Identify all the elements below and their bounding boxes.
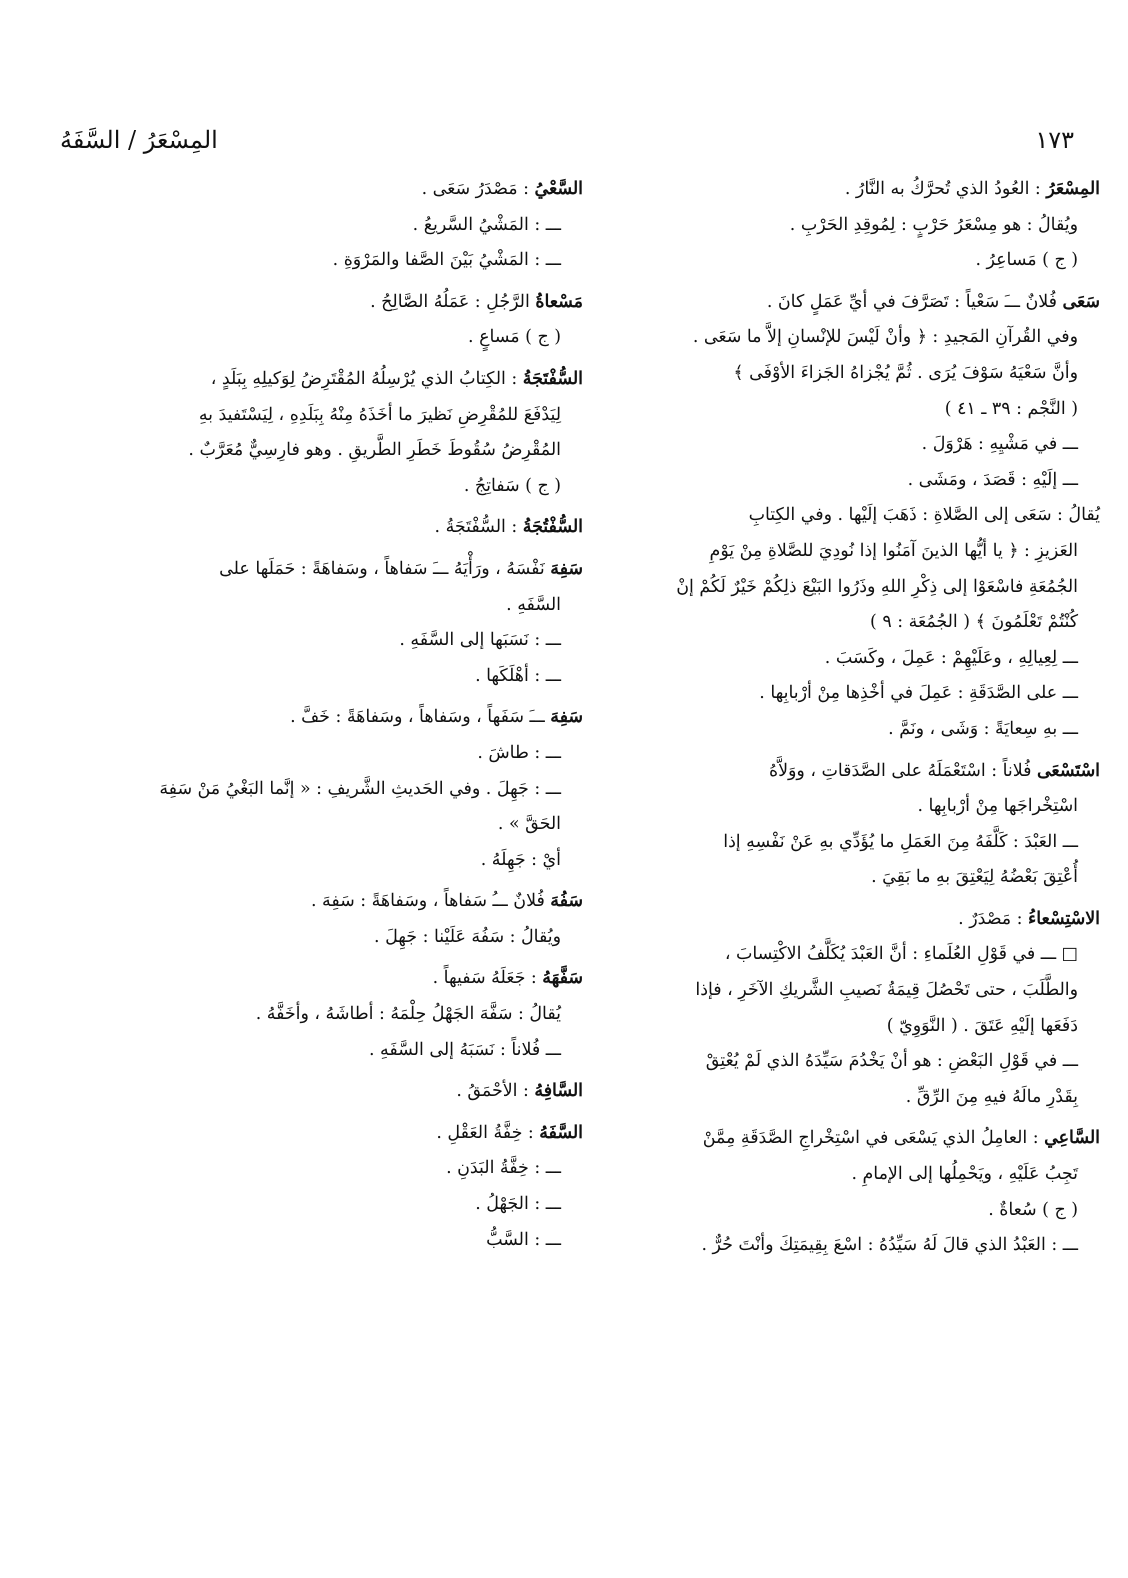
definition-text: : الأحْمَقُ . xyxy=(456,1081,535,1102)
entry-line xyxy=(38,1223,583,1259)
definition-text: الجُمُعَةِ فاسْعَوْا إلى ذِكْرِ اللهِ وذَرُوا البَيْعَ ذلِكُمْ خَيْرٌ لَكُمْ إنْ xyxy=(676,576,1078,597)
definition-text: □ ـــ في قَوْلِ العُلَماءِ : أنَّ العَبْدَ يُكَلَّفُ الاكْتِسابَ ، xyxy=(724,944,1078,965)
definition-text: وفي القُرآنِ المَجيدِ : ﴿ وأنْ لَيْسَ للإنْسانِ إلاَّ ما سَعَى . xyxy=(692,327,1078,348)
definition-text: : العُودُ الذي تُحرَّكُ به النَّارُ . xyxy=(844,179,1047,199)
definition-text: فُلانٌ ـــُ سَفاهاً ، وسَفاهَةً : سَفِهَ . xyxy=(310,891,551,912)
definition-text: ( ج ) سُعاةٌ . xyxy=(988,1199,1078,1220)
dictionary-entry xyxy=(38,362,583,504)
definition-text: ـــ إلَيْهِ : قَصَدَ ، ومَشَى . xyxy=(907,469,1078,490)
definition-text: الرَّجُلِ : عَمَلُهُ الصَّالِحُ . xyxy=(370,291,536,312)
definition-text: ( ج ) سَفاتِجُ . xyxy=(463,475,561,496)
definition-text: ( ج ) مَساعِرُ . xyxy=(975,250,1078,271)
definition-text: ـــ : خِفَّةُ البَدَنِ . xyxy=(446,1158,561,1179)
right-column xyxy=(595,172,1100,1270)
entry-line xyxy=(38,362,583,398)
entry-line xyxy=(38,320,583,356)
entry-line xyxy=(38,243,583,279)
definition-text: ـــ بهِ سِعايَةً : وَشَى ، ونَمَّ . xyxy=(888,718,1078,739)
dictionary-entry xyxy=(38,1116,583,1258)
definition-text: ـــ : أهْلَكَها . xyxy=(475,665,561,686)
entry-line xyxy=(595,208,1100,244)
dictionary-entry xyxy=(595,1121,1100,1263)
headword: السَّعْيُ xyxy=(534,179,583,199)
definition-text: ويُقالُ : هو مِسْعَرُ حَرْبٍ : لِمُوقِدِ الحَرْبِ . xyxy=(789,214,1078,235)
definition-text: ـــ : المَشْيُ السَّريعُ . xyxy=(412,214,561,235)
entry-line xyxy=(595,1080,1100,1116)
definition-text: أيْ : جَهِلَهُ . xyxy=(480,849,561,870)
definition-text: تَجِبُ عَلَيْهِ ، ويَحْمِلُها إلى الإمامِ . xyxy=(851,1164,1078,1185)
dictionary-entry xyxy=(38,510,583,546)
definition-text: ـــ على الصَّدَقَةِ : عَمِلَ في أخْذِها مِنْ أرْبابِها . xyxy=(759,683,1078,704)
entry-line xyxy=(595,427,1100,463)
definition-text: العَزيزِ : ﴿ يا أيُّها الذينَ آمَنُوا إذا نُودِيَ للصَّلاةِ مِنْ يَوْمِ xyxy=(709,540,1078,561)
dictionary-entry xyxy=(38,1074,583,1110)
entry-line xyxy=(38,1151,583,1187)
entry-line xyxy=(38,552,583,588)
definition-text: : السُّفْتَجَةُ . xyxy=(434,517,523,538)
entry-line xyxy=(595,712,1100,748)
entry-line xyxy=(595,641,1100,677)
headword: سَفَّهَهُ xyxy=(542,968,583,989)
entry-line xyxy=(38,700,583,736)
entry-line xyxy=(38,1074,583,1110)
headword: اسْتَسْعَى xyxy=(1036,760,1100,781)
definition-text: ( النَّجْم : ٣٩ ـ ٤١ ) xyxy=(944,398,1078,419)
definition-text: ـــ لِعِيالِهِ ، وعَلَيْهِمْ : عَمِلَ ، وكَسَبَ . xyxy=(824,647,1078,668)
page-header xyxy=(0,122,1128,162)
entry-line xyxy=(595,825,1100,861)
entry-line xyxy=(595,320,1100,356)
definition-text: أُعْتِقَ بَعْضُهُ لِيَعْتِقَ بهِ ما بَقِيَ . xyxy=(871,867,1078,888)
entry-line xyxy=(38,285,583,321)
definition-text: المُقْرِضُ سُقُوطَ خَطَرِ الطَّريقِ . وهو فارِسِيٌّ مُعَرَّبٌ . xyxy=(188,440,561,461)
dictionary-entry xyxy=(595,172,1100,279)
definition-text: ـــ فُلاناً : نَسَبَهُ إلى السَّفَهِ . xyxy=(369,1039,561,1060)
definition-text: : جَعَلَهُ سَفيهاً . xyxy=(432,968,543,989)
headword: السُّفْتُجَةُ xyxy=(522,517,583,538)
entry-line xyxy=(595,243,1100,279)
entry-line xyxy=(595,754,1100,790)
entry-line xyxy=(595,392,1100,428)
definition-text: ـــ : طاشَ . xyxy=(477,742,561,763)
definition-text: لِيَدْفَعَ للمُقْرِضِ نَظيرَ ما أخَذَهُ مِنْهُ بِبَلَدِهِ ، لِيَسْتَفيدَ بهِ xyxy=(198,404,561,425)
running-title: المِسْعَرُ / السَّفَهُ xyxy=(60,126,218,154)
entry-line xyxy=(595,498,1100,534)
entry-line xyxy=(595,1009,1100,1045)
dictionary-entry xyxy=(38,285,583,356)
definition-text: : العامِلُ الذي يَسْعَى في اسْتِخْراجِ الصَّدَقَةِ مِمَّنْ xyxy=(702,1128,1045,1149)
dictionary-entry xyxy=(38,700,583,878)
entry-line xyxy=(595,860,1100,896)
dictionary-entry xyxy=(595,754,1100,896)
entry-line xyxy=(38,172,583,208)
entry-line xyxy=(38,772,583,808)
headword: المِسْعَرُ xyxy=(1046,179,1100,199)
entry-line xyxy=(595,172,1100,208)
headword: السُّفْتَجَةُ xyxy=(522,368,583,389)
definition-text: : مَصْدَرُ سَعَى . xyxy=(421,179,535,199)
definition-text: : الكِتابُ الذي يُرْسِلُهُ المُقْتَرِضُ لِوَكيلِهِ بِبَلَدٍ ، xyxy=(210,368,523,389)
entry-line xyxy=(595,356,1100,392)
entry-line xyxy=(38,208,583,244)
headword: سَفُهَ xyxy=(550,891,583,912)
entry-line xyxy=(38,469,583,505)
headword: السَّافِهُ xyxy=(534,1081,583,1102)
entry-line xyxy=(38,1033,583,1069)
definition-text: والطَّلَبَ ، حتى تَحْصُلَ قِيمَةُ نَصيبِ الشَّريكِ الآخَرِ ، فإذا xyxy=(695,980,1078,1001)
entry-line xyxy=(38,884,583,920)
definition-text: وأنَّ سَعْيَهُ سَوْفَ يُرَى . ثُمَّ يُجْزاهُ الجَزاءَ الأوْفَى ﴾ xyxy=(733,362,1078,383)
entry-line xyxy=(595,789,1100,825)
entry-line xyxy=(595,676,1100,712)
definition-text: ـــ : الجَهْلُ . xyxy=(475,1194,561,1215)
definition-text: : مَصْدَرٌ . xyxy=(958,908,1029,929)
definition-text: كُنْتُمْ تَعْلَمُونَ ﴾ ( الجُمُعَة : ٩ ) xyxy=(870,612,1078,633)
headword: السَّفَهُ xyxy=(539,1122,583,1143)
definition-text: الحَقَّ » . xyxy=(497,814,561,835)
entry-line xyxy=(38,843,583,879)
definition-text: بِقَدْرِ مالَهُ فيهِ مِنَ الرِّقِّ . xyxy=(905,1086,1078,1107)
entry-line xyxy=(595,1044,1100,1080)
definition-text: يُقالُ : سَعَى إلى الصَّلاةِ : ذَهَبَ إلَيْها . وفي الكِتابِ xyxy=(748,505,1100,526)
definition-text: ـــ في قَوْلِ البَعْضِ : هو أنْ يَخْدُمَ سَيِّدَهُ الذي لَمْ يُعْتِقْ xyxy=(705,1051,1078,1072)
entry-line xyxy=(38,1116,583,1152)
left-column xyxy=(38,172,583,1264)
entry-line xyxy=(38,961,583,997)
entry-line xyxy=(595,902,1100,938)
headword: سَعَى xyxy=(1062,291,1100,312)
headword: سَفِهَ xyxy=(550,707,583,728)
definition-text: ( ج ) مَساعٍ . xyxy=(468,327,561,348)
entry-line xyxy=(595,1228,1100,1264)
entry-line xyxy=(38,623,583,659)
entry-line xyxy=(595,285,1100,321)
dictionary-entry xyxy=(38,961,583,1068)
definition-text: السَّفَهِ . xyxy=(506,594,561,615)
definition-text: فُلانٌ ـــَ سَعْياً : تَصَرَّفَ في أيِّ عَمَلٍ كانَ . xyxy=(766,291,1063,312)
definition-text: ويُقالُ : سَفُهَ عَلَيْنا : جَهِلَ . xyxy=(374,926,561,947)
entry-line xyxy=(38,997,583,1033)
entry-line xyxy=(595,937,1100,973)
definition-text: ـــَ سَفَهاً ، وسَفاهاً ، وسَفاهَةً : خَفَّ . xyxy=(290,707,551,728)
definition-text: : خِفَّةُ العَقْلِ . xyxy=(436,1122,540,1143)
entry-line xyxy=(595,605,1100,641)
entry-line xyxy=(38,659,583,695)
definition-text: دَفَعَها إلَيْهِ عَتَقَ . ( النَّوَوِيّ ) xyxy=(886,1015,1078,1036)
definition-text: ـــ : نَسَبَها إلى السَّفَهِ . xyxy=(399,630,561,651)
definition-text: نَفْسَهُ ، ورَأْيَهُ ـــَ سَفاهاً ، وسَفاهَةً : حَمَلَها على xyxy=(219,558,551,579)
dictionary-entry xyxy=(595,902,1100,1116)
entry-line xyxy=(38,920,583,956)
definition-text: اسْتِخْراجَها مِنْ أرْبابِها . xyxy=(917,796,1078,817)
entry-line xyxy=(38,1187,583,1223)
entry-line xyxy=(38,736,583,772)
headword: مَسْعاةُ xyxy=(535,291,583,312)
entry-line xyxy=(38,398,583,434)
definition-text: ـــ : السَّبُّ xyxy=(486,1229,561,1250)
entry-line xyxy=(595,534,1100,570)
entry-line xyxy=(595,570,1100,606)
entry-line xyxy=(595,1121,1100,1157)
definition-text: يُقالُ : سَفَّهَ الجَهْلُ حِلْمَهُ : أطاشَهُ ، وأخَفَّهُ . xyxy=(255,1004,561,1025)
entry-line xyxy=(595,463,1100,499)
page-number: ١٧٣ xyxy=(1035,126,1074,154)
headword: الاسْتِسْعاءُ xyxy=(1028,908,1100,929)
definition-text: فُلاناً : اسْتَعْمَلَهُ على الصَّدَقاتِ ، ووَلاَّهُ xyxy=(768,760,1037,781)
dictionary-entry xyxy=(38,552,583,694)
entry-line xyxy=(38,588,583,624)
definition-text: ـــ : العَبْدُ الذي قالَ لَهُ سَيِّدُهُ : اسْعَ بِقِيمَتِكَ وأنْتَ حُرٌّ . xyxy=(701,1235,1078,1256)
headword: سَفِهَ xyxy=(550,558,583,579)
dictionary-entry xyxy=(38,884,583,955)
dictionary-entry xyxy=(38,172,583,279)
entry-line xyxy=(595,1193,1100,1229)
headword: السَّاعِي xyxy=(1044,1128,1100,1149)
entry-line xyxy=(38,510,583,546)
entry-line xyxy=(38,807,583,843)
dictionary-entry xyxy=(595,285,1100,748)
definition-text: ـــ العَبْدَ : كَلَّفَهُ مِنَ العَمَلِ ما يُؤَدِّي بهِ عَنْ نَفْسِهِ إذا xyxy=(723,831,1078,852)
definition-text: ـــ في مَشْيِهِ : هَرْوَلَ . xyxy=(921,434,1078,455)
entry-line xyxy=(595,1157,1100,1193)
definition-text: ـــ : جَهِلَ . وفي الحَديثِ الشَّريفِ : « إنَّما البَغْيُ مَنْ سَفِهَ xyxy=(159,778,561,799)
entry-line xyxy=(38,433,583,469)
entry-line xyxy=(595,973,1100,1009)
definition-text: ـــ : المَشْيُ بَيْنَ الصَّفا والمَرْوَةِ . xyxy=(332,250,561,271)
